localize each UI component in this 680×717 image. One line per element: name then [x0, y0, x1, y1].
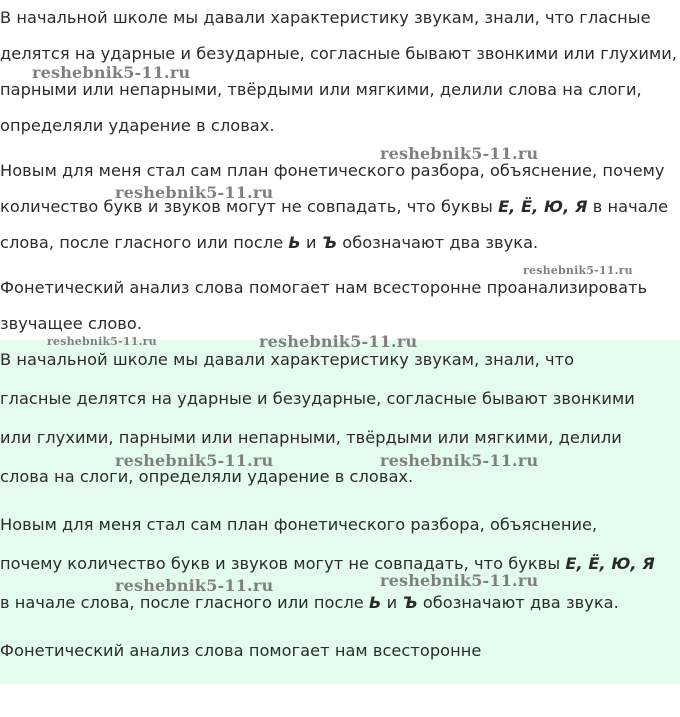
- text-line: гласные делятся на ударные и безударные, согласные бывают звонкими: [0, 389, 635, 408]
- text-line: [0, 554, 655, 574]
- text-span: почему количество букв и звуков могут не совпадать, что буквы: [0, 554, 566, 573]
- text-line: слова на слоги, определяли ударение в словах.: [0, 467, 414, 486]
- text-line: Новым для меня стал сам план фонетического разбора, объяснение,: [0, 515, 598, 534]
- text-line: [0, 593, 619, 613]
- text-span: обозначают два звука.: [337, 233, 539, 252]
- text-span: количество букв и звуков могут не совпадать, что буквы: [0, 197, 499, 216]
- text-line: [0, 233, 538, 253]
- text-line: [0, 197, 668, 217]
- watermark: reshebnik5-11.ru: [115, 451, 274, 470]
- hard-sign-letter: Ъ: [321, 233, 338, 252]
- text-line: делятся на ударные и безударные, согласные бывают звонкими или глухими,: [0, 44, 677, 63]
- watermark: reshebnik5-11.ru: [380, 571, 539, 590]
- watermark: reshebnik5-11.ru: [47, 335, 157, 348]
- text-line: звучащее слово.: [0, 314, 143, 333]
- text-line: Новым для меня стал сам план фонетического разбора, объяснение, почему: [0, 161, 665, 180]
- text-line: В начальной школе мы давали характеристику звукам, знали, что: [0, 350, 575, 369]
- text-line: парными или непарными, твёрдыми или мягкими, делили слова на слоги,: [0, 80, 642, 99]
- emphasized-letters: Е, Ё, Ю, Я: [565, 554, 655, 573]
- watermark: reshebnik5-11.ru: [115, 576, 274, 595]
- watermark: reshebnik5-11.ru: [380, 451, 539, 470]
- soft-sign-letter: Ь: [288, 233, 301, 252]
- answer-text-block-plain: [0, 0, 680, 340]
- text-span: и: [381, 593, 403, 612]
- text-line: определяли ударение в словах.: [0, 116, 275, 135]
- watermark: reshebnik5-11.ru: [380, 144, 539, 163]
- text-span: обозначают два звука.: [417, 593, 619, 612]
- text-line: В начальной школе мы давали характеристику звукам, знали, что гласные: [0, 8, 651, 27]
- watermark: reshebnik5-11.ru: [523, 264, 633, 277]
- text-span: и: [300, 233, 322, 252]
- emphasized-letters: Е, Ё, Ю, Я: [498, 197, 588, 216]
- watermark: reshebnik5-11.ru: [259, 332, 418, 351]
- soft-sign-letter: Ь: [369, 593, 382, 612]
- text-line: Фонетический анализ слова помогает нам всесторонне проанализировать: [0, 278, 648, 297]
- text-line: Фонетический анализ слова помогает нам всесторонне: [0, 641, 482, 660]
- watermark: reshebnik5-11.ru: [115, 183, 274, 202]
- text-span: слова, после гласного или после: [0, 233, 289, 252]
- hard-sign-letter: Ъ: [402, 593, 418, 612]
- answer-text-block-highlighted: [0, 340, 680, 684]
- text-span: в начале слова, после гласного или после: [0, 593, 369, 612]
- text-span: в начале: [587, 197, 669, 216]
- watermark: reshebnik5-11.ru: [32, 63, 191, 82]
- text-line: или глухими, парными или непарными, твёрдыми или мягкими, делили: [0, 428, 622, 447]
